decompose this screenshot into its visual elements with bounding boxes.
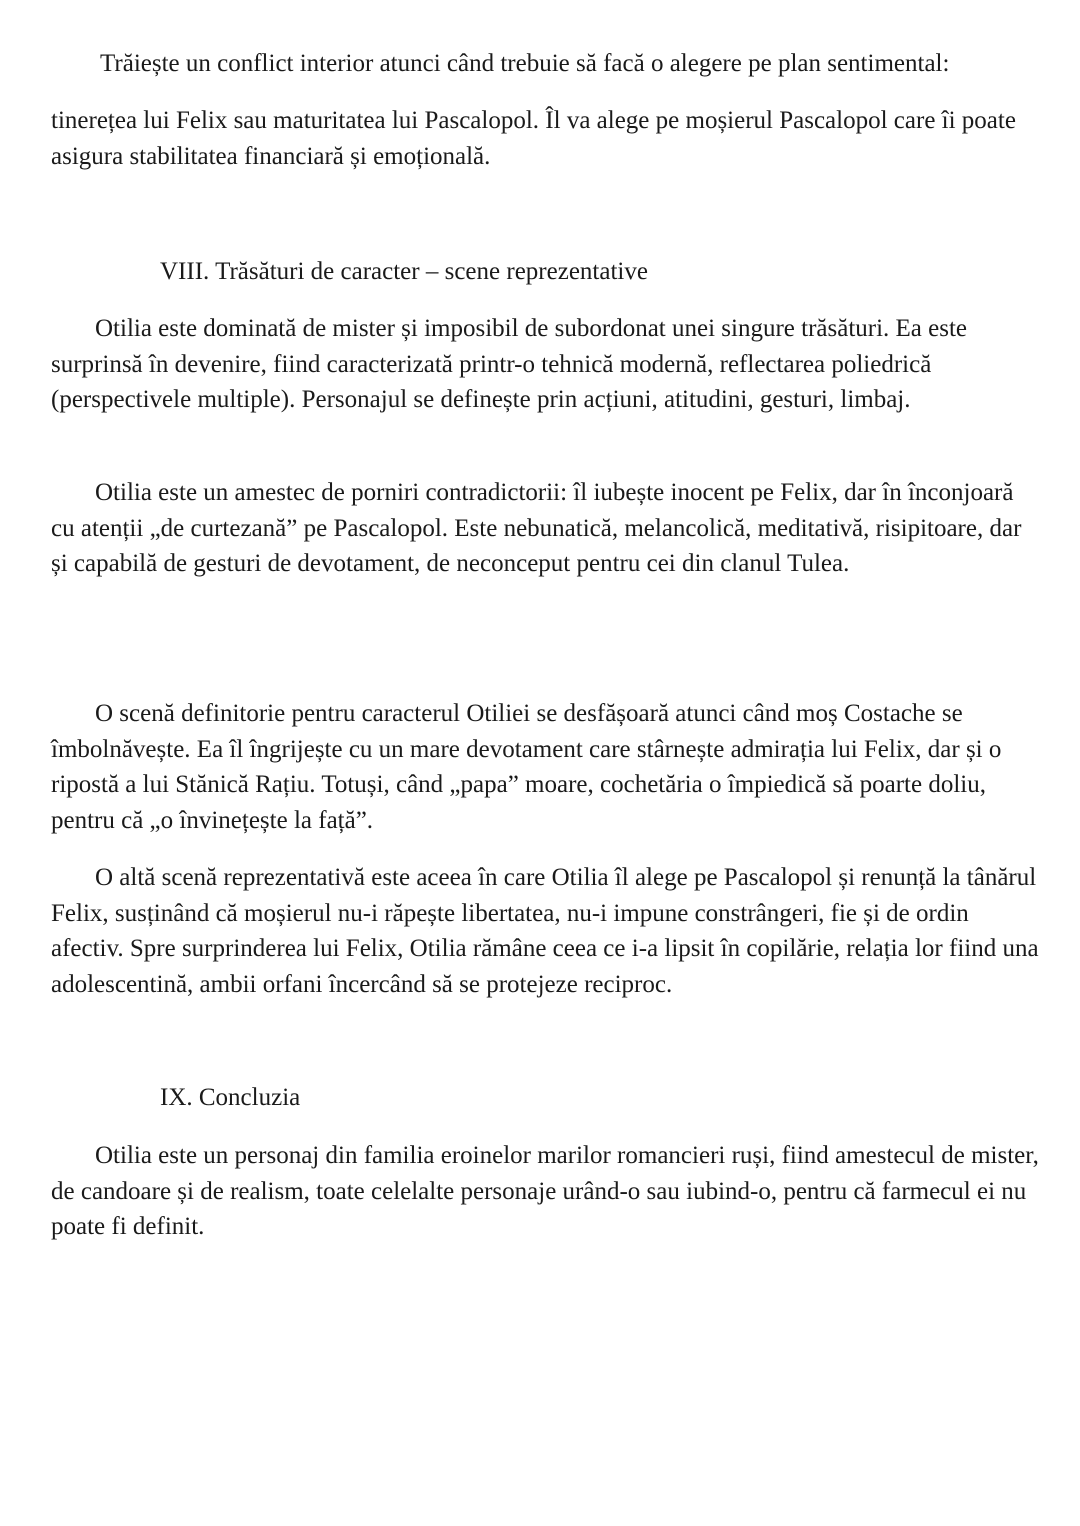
paragraph-text: O altă scenă reprezentativă este aceea în care Otilia îl alege pe Pascalopol și renunță la tânărul Felix, susținând că moșierul nu-i răpește libertatea, nu-i impune constrângeri, fie și de ordin afectiv. Spre surprinderea lui Felix, Otilia rămâne ceea ce i-a lipsit în copilărie, relația lor fiind una adolescentină, ambii orfani încercând să se protejeze reciproc.: [51, 864, 1039, 998]
paragraph-text: O scenă definitorie pentru caracterul Otiliei se desfășoară atunci când moș Costache se îmbolnăvește. Ea îl îngrijește cu un mare devotament care stârnește admirația lui Felix, dar și o ripostă a lui Stănică Rațiu. Totuși, când „papa” moare, cochetăria o împiedică să poarte doliu, pentru că „o învinețește la față”.: [51, 700, 1002, 834]
section-heading-ix: IX. Concluzia: [160, 1084, 301, 1111]
paragraph-text: Otilia este un personaj din familia eroinelor marilor romancieri ruși, fiind amestecul de mister, de candoare și de realism, toate celelalte personaje urând-o sau iubind-o, pentru că farmecul ei nu poate fi definit.: [51, 1142, 1039, 1240]
paragraph-viii-2: [51, 475, 1041, 582]
paragraph-viii-3: [51, 696, 1041, 838]
paragraph-viii-4: [51, 860, 1041, 1002]
paragraph-text: Otilia este dominată de mister și imposibil de subordonat unei singure trăsături. Ea este surprinsă în devenire, fiind caracterizată printr-o tehnică modernă, reflectarea poliedrică (perspectivele multiple). Personajul se definește prin acțiuni, atitudini, gesturi, limbaj.: [51, 315, 968, 413]
paragraph-viii-1: [51, 311, 1041, 418]
paragraph-text: Otilia este un amestec de porniri contradictorii: îl iubește inocent pe Felix, dar în înconjoară cu atenții „de curtezană” pe Pascalopol. Este nebunatică, melancolică, meditativă, risipitoare, dar și capabilă de gesturi de devotament, de neconceput pentru cei din clanul Tulea.: [51, 479, 1022, 577]
intro-first-line: Trăiește un conflict interior atunci când trebuie să facă o alegere pe plan sentimental:: [100, 50, 950, 77]
paragraph-ix-1: [51, 1138, 1041, 1245]
intro-continuation: tinerețea lui Felix sau maturitatea lui Pascalopol. Îl va alege pe moșierul Pascalopol care îi poate asigura stabilitatea financiară și emoțională.: [51, 107, 1016, 170]
section-heading-viii: VIII. Trăsături de caracter – scene reprezentative: [160, 258, 648, 285]
